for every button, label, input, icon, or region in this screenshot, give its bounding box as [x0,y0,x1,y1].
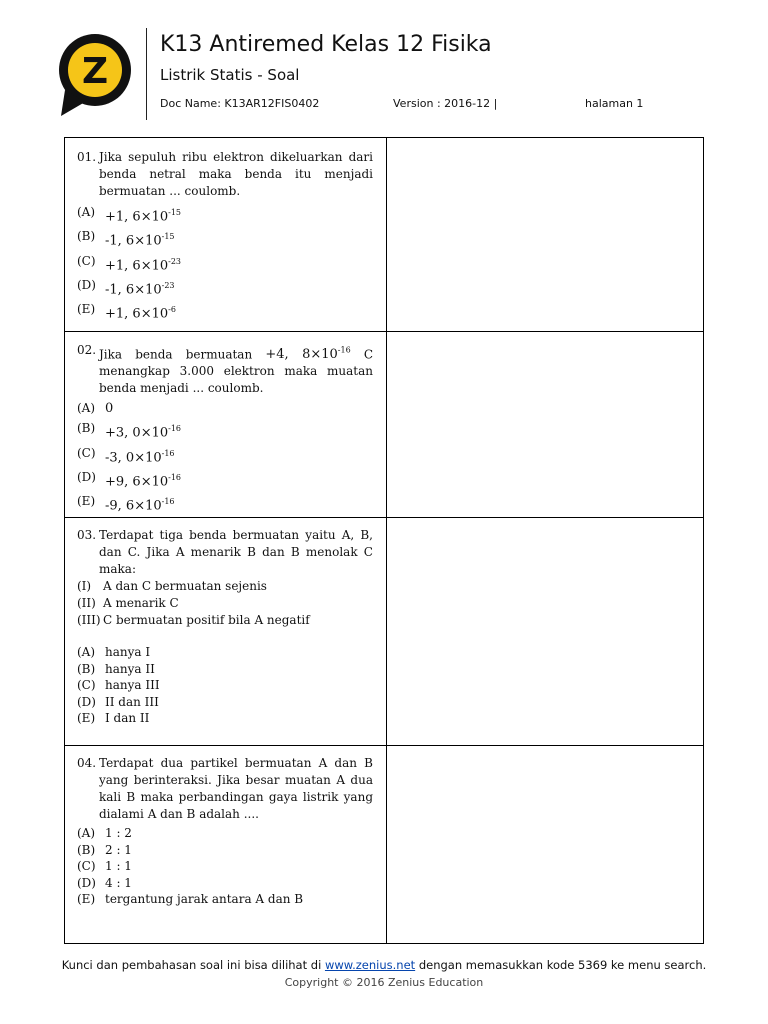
option-c[interactable]: (C) 1 : 1 [77,859,132,873]
question-text: Terdapat tiga benda bermuatan yaitu A, B, dan C. Jika A menarik B dan B menolak C maka: [99,528,373,576]
row-divider [65,331,703,332]
zenius-link[interactable]: www.zenius.net [324,958,416,972]
option-d[interactable]: (D) +9, $6\times 10^{-16}$ [77,469,182,490]
option-a[interactable]: (A) 1 : 2 [77,826,132,840]
option-d[interactable]: (D) II dan III [77,694,159,709]
row-divider [65,745,703,746]
option-e[interactable]: (E) I dan II [77,711,150,725]
question-number: 03. [77,528,97,542]
footer-note: Kunci dan pembahasan soal ini bisa dilihat di www.zenius.net dengan memasukkan kode 5369 ke menu search. [61,958,707,972]
question-number: 01. [77,150,97,164]
statement-list [77,578,373,629]
question-2 [77,342,373,515]
header-divider [146,28,147,120]
option-d[interactable]: (D) -1, $6\times 10^{-23}$ [77,277,175,298]
question-4 [77,755,373,908]
option-d[interactable]: (D) 4 : 1 [77,875,132,890]
copyright: Copyright © 2016 Zenius Education [284,976,484,989]
question-3 [77,527,373,727]
zenius-logo [55,32,135,118]
option-a[interactable]: (A) 0 [77,401,114,417]
option-a[interactable]: (A) hanya I [77,645,151,659]
question-number: 02. [77,343,97,357]
question-table [64,137,704,944]
statement: (II) A menarik C [77,596,179,610]
option-c[interactable]: (C) -3, $0\times 10^{-16}$ [77,445,175,465]
page-subtitle: Listrik Statis - Soal [160,66,300,84]
option-e[interactable]: (E) +1, $6\times 10^{-6}$ [77,302,176,322]
page-title: K13 Antiremed Kelas 12 Fisika [160,32,492,57]
option-e[interactable]: (E) tergantung jarak antara A dan B [77,892,304,906]
option-e[interactable]: (E) -9, $6\times 10^{-16}$ [77,494,175,514]
question-text: Jika sepuluh ribu elektron dikeluarkan dari benda netral maka benda itu menjadi bermuatan ... coulomb. [99,150,373,198]
row-divider [65,517,703,518]
statement: (III) C bermuatan positif bila A negatif [77,613,310,627]
statement: (I) A dan C bermuatan sejenis [77,579,267,593]
option-b[interactable]: (B) 2 : 1 [77,842,132,857]
doc-version: Version : 2016-12 | [393,97,498,110]
option-b[interactable]: (B) hanya II [77,661,155,676]
option-b[interactable]: (B) +3, $0\times 10^{-16}$ [77,421,182,441]
question-text: Terdapat dua partikel bermuatan A dan B yang berinteraksi. Jika besar muatan A dua kali B maka perbandingan gaya listrik yang dialami A dan B adalah .... [99,756,373,821]
question-1 [77,149,373,323]
option-b[interactable]: (B) -1, $6\times 10^{-15}$ [77,229,175,249]
page-number: halaman 1 [585,97,644,110]
question-text: Jika benda bermuatan +4, $8\times 10^{-16}$ C menangkap 3.000 elektron maka muatan benda menjadi ... coulomb. [99,346,374,396]
option-c[interactable]: (C) +1, $6\times 10^{-23}$ [77,253,182,273]
option-c[interactable]: (C) hanya III [77,678,160,692]
question-number: 04. [77,756,97,770]
option-a[interactable]: (A) +1, $6\times 10^{-15}$ [77,205,182,225]
logo-letter: Z [81,51,109,92]
column-divider [386,138,387,943]
doc-name: Doc Name: K13AR12FIS0402 [160,97,320,110]
